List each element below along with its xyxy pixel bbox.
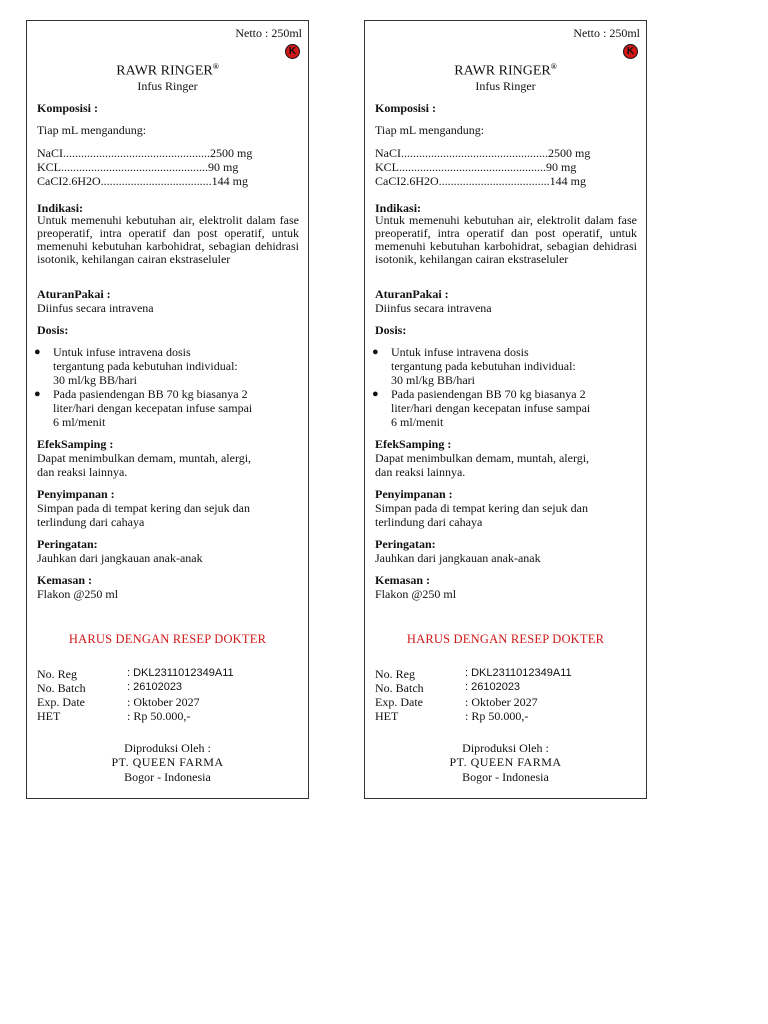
producer-name: PT. QUEEN FARMA — [449, 755, 562, 769]
dot-leader: ..................................... — [438, 174, 550, 188]
ingredient-amount: 2500 mg — [548, 146, 591, 160]
dot-leader: ..................................... — [100, 174, 212, 188]
ingredient-amount: 90 mg — [546, 160, 577, 174]
dosis-line: Pada pasiendengan BB 70 kg biasanya 2 — [391, 387, 586, 401]
kemasan-text: Flakon @250 ml — [37, 587, 119, 601]
composition-row — [37, 174, 289, 188]
het-value: : Rp 50.000,- — [465, 709, 529, 723]
bullet-icon: ● — [34, 346, 41, 358]
ingredient-amount: 144 mg — [211, 174, 249, 188]
hard-drug-k-icon: K — [285, 44, 300, 59]
dosis-item — [34, 345, 299, 387]
dot-leader: ................................................. — [63, 146, 210, 160]
aturan-text: Diinfus secara intravena — [375, 301, 492, 315]
peringatan-text: Jauhkan dari jangkauan anak-anak — [37, 551, 203, 565]
het-key: HET — [37, 709, 61, 723]
bullet-icon: ● — [372, 388, 379, 400]
het-key: HET — [375, 709, 399, 723]
ingredient-name: NaCI — [375, 146, 401, 160]
exp-key: Exp. Date — [375, 695, 423, 709]
ingredient-amount: 2500 mg — [210, 146, 253, 160]
kemasan-heading: Kemasan : — [375, 573, 430, 587]
penyimpanan-line: terlindung dari cahaya — [37, 515, 145, 529]
indikasi-heading: Indikasi: — [375, 201, 422, 215]
producer-label: Diproduksi Oleh : — [124, 741, 211, 755]
batch-key: No. Batch — [375, 681, 424, 695]
het-value: : Rp 50.000,- — [127, 709, 191, 723]
reg-key: No. Reg — [375, 667, 415, 681]
aturan-text: Diinfus secara intravena — [37, 301, 154, 315]
brand-text: RAWR RINGER — [454, 63, 551, 79]
kemasan-heading: Kemasan : — [37, 573, 92, 587]
exp-value: : Oktober 2027 — [127, 695, 200, 709]
aturan-heading: AturanPakai : — [375, 287, 449, 301]
brand-text: RAWR RINGER — [116, 63, 213, 79]
product-label-left — [26, 20, 309, 799]
bullet-icon: ● — [34, 388, 41, 400]
komposisi-heading: Komposisi : — [375, 101, 437, 115]
penyimpanan-heading: Penyimpanan : — [375, 487, 453, 501]
netto-volume: Netto : 250ml — [573, 26, 640, 40]
dosis-line: Untuk infuse intravena dosis — [53, 345, 191, 359]
dosis-line: 6 ml/menit — [53, 415, 106, 429]
ingredient-name: NaCI — [37, 146, 63, 160]
kemasan-text: Flakon @250 ml — [375, 587, 457, 601]
dosis-item — [34, 387, 299, 429]
penyimpanan-line: Simpan pada di tempat kering dan sejuk dan — [375, 501, 588, 515]
penyimpanan-line: terlindung dari cahaya — [375, 515, 483, 529]
exp-key: Exp. Date — [37, 695, 85, 709]
dosis-item — [372, 345, 637, 387]
indikasi-text: Untuk memenuhi kebutuhan air, elektrolit dalam fase preoperatif, intra operatif dan post operatif, untuk memenuhi kebutuhan karbohidrat, sebagian dehidrasi isotonik, kehilangan cairan ekstraseluler — [37, 213, 299, 266]
efek-line: dan reaksi lainnya. — [37, 465, 128, 479]
dosis-line: liter/hari dengan kecepatan infuse sampai — [391, 401, 591, 415]
komposisi-intro: Tiap mL mengandung: — [37, 123, 147, 137]
hard-drug-k-icon: K — [623, 44, 638, 59]
registered-mark: ® — [550, 62, 557, 71]
bullet-icon: ● — [372, 346, 379, 358]
penyimpanan-line: Simpan pada di tempat kering dan sejuk dan — [37, 501, 250, 515]
reg-value: : DKL2311012349A11 — [127, 667, 234, 679]
batch-value: : 26102023 — [465, 681, 521, 693]
dosis-line: tergantung pada kebutuhan individual: — [391, 359, 576, 373]
prescription-warning: HARUS DENGAN RESEP DOKTER — [406, 632, 605, 646]
ingredient-name: KCL — [37, 160, 61, 174]
dot-leader: ................................................. — [61, 160, 208, 174]
dosis-line: Untuk infuse intravena dosis — [391, 345, 529, 359]
peringatan-heading: Peringatan: — [37, 537, 98, 551]
komposisi-intro: Tiap mL mengandung: — [375, 123, 485, 137]
dosis-list — [34, 345, 299, 429]
komposisi-heading: Komposisi : — [37, 101, 99, 115]
peringatan-heading: Peringatan: — [375, 537, 436, 551]
efek-line: Dapat menimbulkan demam, muntah, alergi, — [37, 451, 252, 465]
penyimpanan-heading: Penyimpanan : — [37, 487, 115, 501]
peringatan-text: Jauhkan dari jangkauan anak-anak — [375, 551, 541, 565]
product-label-right — [364, 20, 647, 799]
prescription-warning: HARUS DENGAN RESEP DOKTER — [68, 632, 267, 646]
product-subtitle: Infus Ringer — [475, 79, 536, 93]
dosis-line: liter/hari dengan kecepatan infuse sampai — [53, 401, 253, 415]
dosis-heading: Dosis: — [37, 323, 69, 337]
brand-name — [27, 62, 308, 80]
ingredient-amount: 90 mg — [208, 160, 239, 174]
ingredient-name: CaCI2.6H2O — [375, 174, 439, 188]
efek-line: dan reaksi lainnya. — [375, 465, 466, 479]
producer-label: Diproduksi Oleh : — [462, 741, 549, 755]
aturan-heading: AturanPakai : — [37, 287, 111, 301]
batch-value: : 26102023 — [127, 681, 183, 693]
dot-leader: ................................................. — [399, 160, 546, 174]
efek-heading: EfekSamping : — [375, 437, 452, 451]
composition-row — [375, 146, 627, 160]
dosis-line: 6 ml/menit — [391, 415, 444, 429]
dosis-line: Pada pasiendengan BB 70 kg biasanya 2 — [53, 387, 248, 401]
producer-city: Bogor - Indonesia — [124, 770, 211, 784]
efek-line: Dapat menimbulkan demam, muntah, alergi, — [375, 451, 590, 465]
ingredient-amount: 144 mg — [549, 174, 587, 188]
producer-name: PT. QUEEN FARMA — [111, 755, 224, 769]
exp-value: : Oktober 2027 — [465, 695, 538, 709]
batch-key: No. Batch — [37, 681, 86, 695]
ingredient-name: CaCI2.6H2O — [37, 174, 101, 188]
reg-key: No. Reg — [37, 667, 77, 681]
producer-city: Bogor - Indonesia — [462, 770, 549, 784]
composition-row — [375, 174, 627, 188]
dosis-list — [372, 345, 637, 429]
composition-row — [37, 160, 289, 174]
dosis-heading: Dosis: — [375, 323, 407, 337]
dosis-item — [372, 387, 637, 429]
composition-row — [375, 160, 627, 174]
brand-name — [365, 62, 646, 80]
efek-heading: EfekSamping : — [37, 437, 114, 451]
reg-value: : DKL2311012349A11 — [465, 667, 572, 679]
registered-mark: ® — [212, 62, 219, 71]
ingredient-name: KCL — [375, 160, 399, 174]
netto-volume: Netto : 250ml — [235, 26, 302, 40]
dosis-line: 30 ml/kg BB/hari — [53, 373, 137, 387]
product-subtitle: Infus Ringer — [137, 79, 198, 93]
composition-row — [37, 146, 289, 160]
dot-leader: ................................................. — [401, 146, 548, 160]
dosis-line: tergantung pada kebutuhan individual: — [53, 359, 238, 373]
indikasi-text: Untuk memenuhi kebutuhan air, elektrolit dalam fase preoperatif, intra operatif dan post operatif, untuk memenuhi kebutuhan karbohidrat, sebagian dehidrasi isotonik, kehilangan cairan ekstraseluler — [375, 213, 637, 266]
indikasi-heading: Indikasi: — [37, 201, 84, 215]
dosis-line: 30 ml/kg BB/hari — [391, 373, 475, 387]
